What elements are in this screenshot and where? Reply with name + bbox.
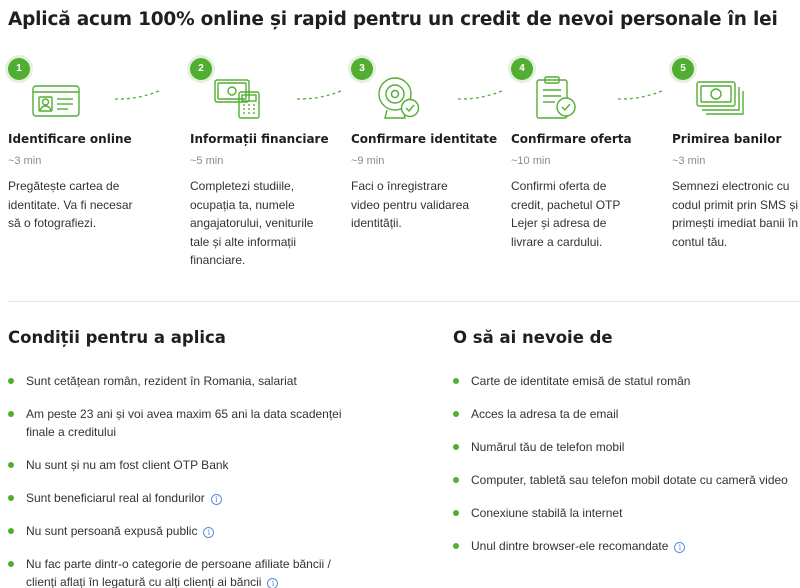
step-title: Confirmare oferta xyxy=(511,132,632,146)
requirement-text: Unul dintre browser-ele recomandate xyxy=(471,539,669,553)
info-icon[interactable]: i xyxy=(267,578,278,588)
bullet-dot xyxy=(453,510,459,516)
requirement-text: Computer, tabletă sau telefon mobil dotate cu cameră video xyxy=(471,473,788,487)
banknotes-icon xyxy=(694,74,748,120)
list-item xyxy=(453,471,798,489)
bullet-dot xyxy=(8,528,14,534)
step-title: Identificare online xyxy=(8,132,132,146)
bullet-dot xyxy=(8,561,14,567)
bullet-dot xyxy=(8,378,14,384)
conditions-title: Condiții pentru a aplica xyxy=(8,328,226,347)
list-item xyxy=(8,372,378,390)
step-connector xyxy=(296,88,342,102)
list-item xyxy=(453,537,798,555)
list-item xyxy=(453,438,798,456)
info-icon[interactable]: i xyxy=(674,542,685,553)
requirements-title: O să ai nevoie de xyxy=(453,328,613,347)
step-duration: ~10 min xyxy=(511,155,551,167)
step-description: Semnezi electronic cu codul primit prin SMS și primești imediat banii în contul tău. xyxy=(672,179,799,249)
list-item xyxy=(453,504,798,522)
condition-text: Nu sunt și nu am fost client OTP Bank xyxy=(26,458,229,472)
section-divider xyxy=(8,301,800,302)
step-connector xyxy=(617,88,663,102)
id-card-icon xyxy=(30,74,84,120)
clipboard-check-icon xyxy=(533,74,587,120)
condition-text: Am peste 23 ani și voi avea maxim 65 ani la data scadenței finale a creditului xyxy=(26,407,342,439)
bullet-dot xyxy=(453,444,459,450)
conditions-list xyxy=(8,372,378,588)
step-connector xyxy=(457,88,503,102)
step-description: Confirmi oferta de credit, pachetul OTP Lejer și adresa de livrare a cardului. xyxy=(511,179,621,249)
condition-text: Sunt beneficiarul real al fondurilor xyxy=(26,491,205,505)
step-connector xyxy=(114,88,160,102)
list-item xyxy=(8,489,378,507)
step-number-badge: 1 xyxy=(8,58,30,80)
requirement-text: Carte de identitate emisă de statul român xyxy=(471,374,691,388)
step-duration: ~3 min xyxy=(672,155,706,167)
bullet-dot xyxy=(453,477,459,483)
bullet-dot xyxy=(8,495,14,501)
step-description: Pregătește cartea de identitate. Va fi necesar să o fotografiezi. xyxy=(8,179,133,230)
requirement-text: Conexiune stabilă la internet xyxy=(471,506,623,520)
list-item xyxy=(453,405,798,423)
condition-text: Nu fac parte dintr-o categorie de persoane afiliate băncii / clienți aflați în legatură cu alți clienți ai băncii xyxy=(26,557,331,588)
bullet-dot xyxy=(453,411,459,417)
list-item xyxy=(8,522,378,540)
condition-text: Nu sunt persoană expusă public xyxy=(26,524,198,538)
money-calculator-icon xyxy=(212,74,266,120)
step-number-badge: 5 xyxy=(672,58,694,80)
list-item xyxy=(453,372,798,390)
requirement-text: Numărul tău de telefon mobil xyxy=(471,440,625,454)
bullet-dot xyxy=(8,411,14,417)
step-title: Informații financiare xyxy=(190,132,329,146)
info-icon[interactable]: i xyxy=(203,527,214,538)
bullet-dot xyxy=(8,462,14,468)
step-number-badge: 2 xyxy=(190,58,212,80)
step-number-badge: 3 xyxy=(351,58,373,80)
bullet-dot xyxy=(453,378,459,384)
bullet-dot xyxy=(453,543,459,549)
step-number-badge: 4 xyxy=(511,58,533,80)
requirement-text: Acces la adresa ta de email xyxy=(471,407,619,421)
condition-text: Sunt cetățean român, rezident în Romania, salariat xyxy=(26,374,297,388)
requirements-list xyxy=(453,372,798,555)
webcam-check-icon xyxy=(373,74,427,120)
step-duration: ~5 min xyxy=(190,155,224,167)
step-title: Primirea banilor xyxy=(672,132,782,146)
list-item xyxy=(8,555,358,588)
step-title: Confirmare identitate xyxy=(351,132,498,146)
list-item xyxy=(8,456,378,474)
info-icon[interactable]: i xyxy=(211,494,222,505)
step-duration: ~3 min xyxy=(8,155,42,167)
list-item xyxy=(8,405,368,441)
page-title: Aplică acum 100% online și rapid pentru un credit de nevoi personale în lei xyxy=(8,9,778,30)
step-description: Faci o înregistrare video pentru validarea identității. xyxy=(351,179,470,230)
step-description: Completezi studiile, ocupația ta, numele angajatorului, veniturile tale și alte informații financiare. xyxy=(190,179,314,267)
step-duration: ~9 min xyxy=(351,155,385,167)
